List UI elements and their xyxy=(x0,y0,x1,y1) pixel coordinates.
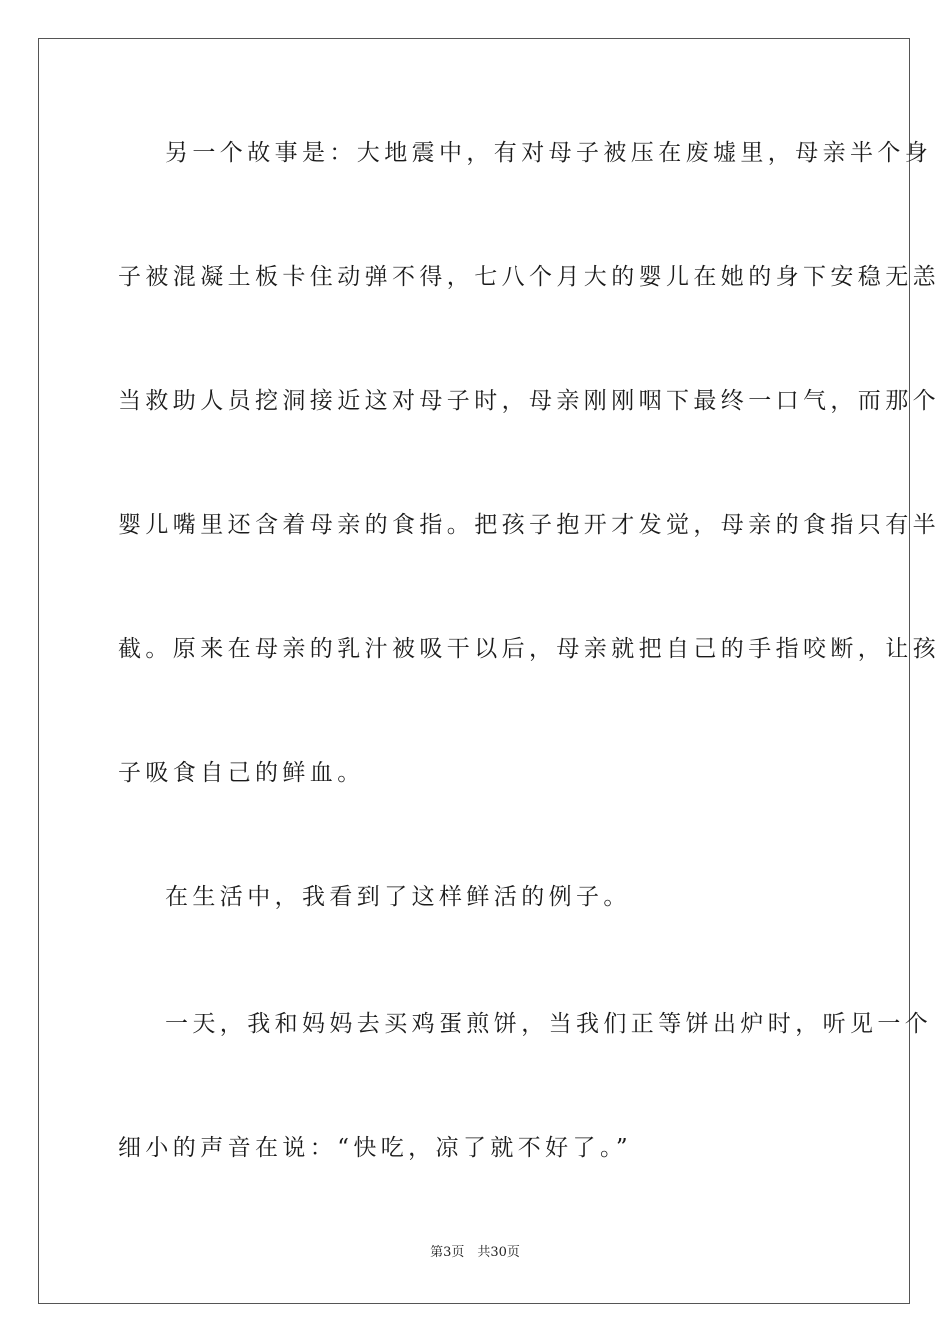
paragraph-line-6: 子吸食自己的鲜血。 xyxy=(118,760,365,786)
paragraph-line-8: 一天，我和妈妈去买鸡蛋煎饼，当我们正等饼出炉时，听见一个 xyxy=(165,1011,933,1037)
page-border xyxy=(38,38,940,1304)
page-number-footer: 第3页 共30页 xyxy=(430,1245,520,1260)
paragraph-line-3: 当救助人员挖洞接近这对母子时，母亲刚刚咽下最终一口气，而那个 xyxy=(118,388,940,414)
paragraph-line-4: 婴儿嘴里还含着母亲的食指。把孩子抱开才发觉，母亲的食指只有半 xyxy=(118,512,940,538)
paragraph-line-7: 在生活中，我看到了这样鲜活的例子。 xyxy=(165,884,631,910)
paragraph-line-2: 子被混凝土板卡住动弹不得，七八个月大的婴儿在她的身下安稳无恙 xyxy=(118,264,940,290)
paragraph-line-9: 细小的声音在说：“快吃，凉了就不好了。” xyxy=(118,1135,633,1161)
paragraph-line-1: 另一个故事是：大地震中，有对母子被压在废墟里，母亲半个身 xyxy=(165,140,933,166)
paragraph-line-5: 截。原来在母亲的乳汁被吸干以后，母亲就把自己的手指咬断，让孩 xyxy=(118,636,940,662)
